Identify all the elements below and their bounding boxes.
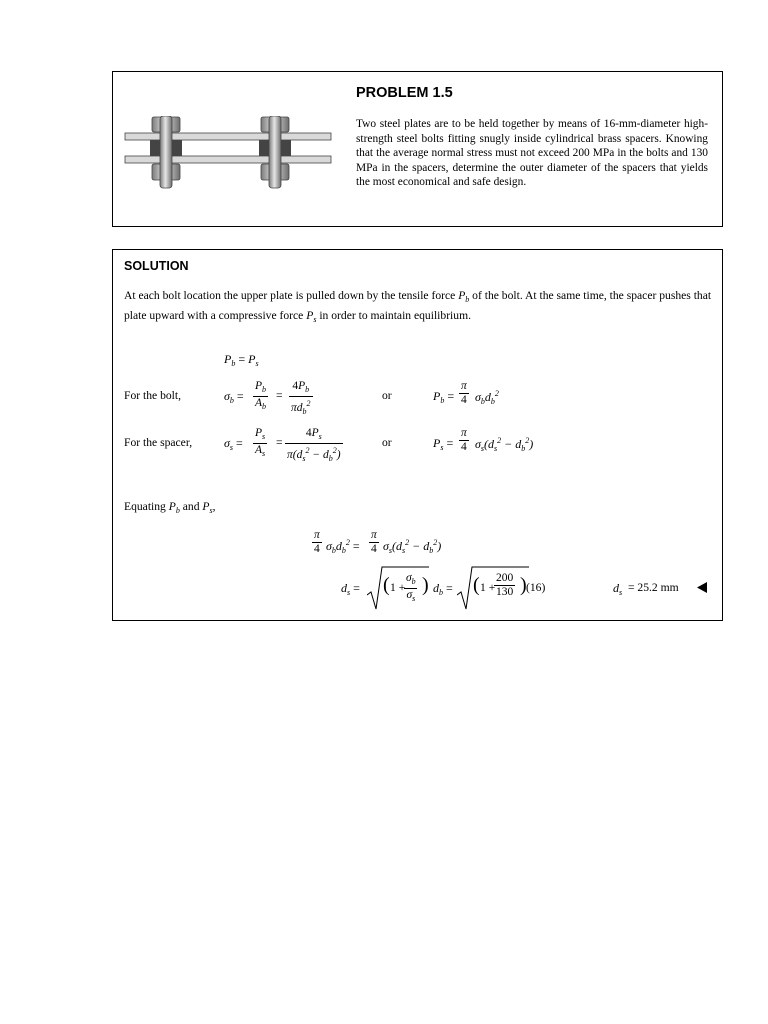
equation-ps: $\sigma_s(d_s^2 - d_b^2)$ <box>475 436 534 453</box>
answer-symbol: $d_s$ <box>613 581 623 597</box>
fraction-200-130: $\frac{200}{130}$ <box>496 572 514 598</box>
ds-lhs: $d_s$ = <box>341 581 360 597</box>
equation-equilibrium: $P_b = P_s$ <box>224 352 259 368</box>
solution-box: SOLUTION At each bolt location the upper plate is pulled down by the tensile force $P_b$ of the bolt. At the same time, the spacer pushes that plate upward with a compressive force $P_s$ in order to maintain equilibrium. $P_b = P_s$ For the bolt, $\sigma_b$ = $\frac{P_b}{A_b}$ = $4P_b$ $\pi d_b^2$ or $P_b$ = $\frac{\pi}{4}$ $\sigma_bd_b^2$ For the spacer, $\sigma_s$ = $\frac{P_s}{A_s}$ = $\frac{4P_s}{\pi(d_s^2 - d_b^2)}$ or $P_s$ = $\frac{\pi}{4}$ $\sigma_s(d_s^2 - d_b^2)$ Equating $P_b$ and $P_s$, $\frac{\pi}{4}$ $\sigma_bd_b^2$ = $\frac{\pi}{4}$ $\sigma_s(d_s^2 - d_b^2)$ $d_s$ = ( 1 + $\frac{\sigma_b}{\sigma_s}$ ) $d_b$ = ( 1 + $\frac{200}{130}$ ) (16) $d_s$ = 25.2 mm <box>112 249 723 621</box>
fraction-4ps-area: $\frac{4P_s}{\pi(d_s^2 - d_b^2)}$ <box>287 427 341 463</box>
solution-title: SOLUTION <box>124 259 189 273</box>
fraction-ps-as: $\frac{P_s}{A_s}$ <box>255 427 266 458</box>
or-label-2: or <box>382 436 392 449</box>
equation-equating: $\sigma_bd_b^2$ = <box>326 538 360 555</box>
fraction-4pb-pidb2: $4P_b$ $\pi d_b^2$ <box>291 380 311 416</box>
sigma-b-symbol: $\sigma_b$ = <box>224 389 244 405</box>
equation-pb: $\sigma_bd_b^2$ <box>475 389 499 406</box>
problem-title: PROBLEM 1.5 <box>356 85 453 101</box>
db-value: (16) <box>526 581 546 594</box>
fraction-sigma-ratio: $\frac{\sigma_b}{\sigma_s}$ <box>406 572 416 603</box>
bolted-plates-figure <box>123 116 333 192</box>
problem-statement: Two steel plates are to be held together by means of 16-mm-diameter high-strength steel bolts fitting snugly inside cylindrical brass spacers. Knowing that the average normal stress must not exceed 200 MPa in the bolts and 130 MPa in the spacers, determine the outer diameter of the spacers that yields the most economical and safe design. <box>356 118 708 189</box>
sigma-s-symbol: $\sigma_s$ = <box>224 436 243 452</box>
answer-marker-icon <box>697 582 707 593</box>
for-spacer-label: For the spacer, <box>124 436 193 449</box>
for-bolt-label: For the bolt, <box>124 389 182 402</box>
problem-box <box>112 71 723 227</box>
final-answer: = 25.2 mm <box>628 581 679 594</box>
solution-intro: At each bolt location the upper plate is pulled down by the tensile force $P_b$ of the bolt. At the same time, the spacer pushes that plate upward with a compressive force $P_s$ in order to maintain equilibrium. <box>124 289 712 324</box>
or-label: or <box>382 389 392 402</box>
fraction-pb-ab: $\frac{P_b}{A_b}$ <box>255 380 267 411</box>
equating-line: Equating $P_b$ and $P_s$, <box>124 500 216 515</box>
